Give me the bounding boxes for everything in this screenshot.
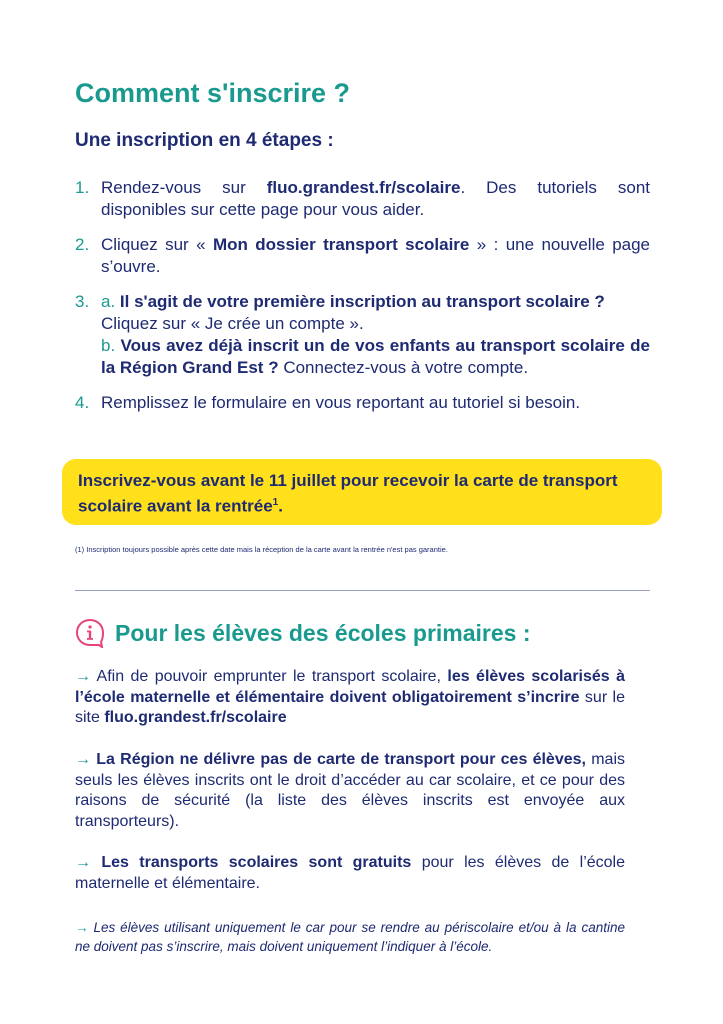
- highlight-text: Inscrivez-vous: [78, 471, 201, 490]
- step-number: 2.: [75, 235, 90, 254]
- step-1: [75, 177, 650, 221]
- step-text: Remplissez le formulaire en vous reportant au tutoriel si besoin.: [101, 393, 581, 412]
- deadline-date: avant le 11 juillet: [200, 471, 336, 490]
- arrow-icon: →: [75, 668, 91, 685]
- steps-list: [75, 177, 650, 427]
- step-text: Cliquez sur « Je crée un compte ».: [101, 314, 364, 333]
- step-text: » : une nouvelle page s’ouvre.: [101, 235, 651, 276]
- section-title: Pour les élèves des écoles primaires :: [115, 619, 531, 646]
- para-bold: les élèves scolarisés à l’école maternelle et élémentaire doivent obligatoirement s’incrire: [75, 668, 625, 706]
- substep-label: a.: [101, 292, 116, 311]
- page-subtitle: Une inscription en 4 étapes :: [75, 130, 334, 151]
- arrow-icon: →: [75, 854, 91, 871]
- step-text: Rendez-vous sur: [101, 178, 267, 197]
- step-text: . Des tutoriels sont disponibles sur cette page pour vous aider.: [101, 178, 651, 219]
- para-text: Afin de pouvoir emprunter le transport scolaire,: [91, 668, 448, 685]
- primary-paragraph-3: [75, 853, 625, 894]
- step-text: Cliquez sur «: [101, 235, 213, 254]
- para-bold: Les transports scolaires sont gratuits: [91, 854, 412, 871]
- arrow-icon: →: [75, 751, 91, 768]
- highlight-text: pour recevoir la carte de transport scolaire avant la rentrée: [78, 471, 618, 516]
- step-bold: Vous avez déjà inscrit un de vos enfants au transport scolaire de la Région Grand Est ?: [101, 336, 650, 377]
- substep-label: b.: [101, 336, 116, 355]
- footnote: (1) Inscription toujours possible après cette date mais la réception de la carte avant la rentrée n'est pas garantie.: [75, 545, 448, 554]
- primary-paragraph-2: [75, 750, 625, 832]
- deadline-highlight-box: [62, 459, 662, 525]
- page-title: Comment s'inscrire ?: [75, 78, 350, 108]
- step-number: 3.: [75, 292, 90, 311]
- step-text: Connectez-vous à votre compte.: [278, 358, 529, 377]
- para-text: mais seuls les élèves inscrits ont le droit d’accéder au car scolaire, et ce pour des raisons de sécurité (la liste des élèves inscrits est envoyée aux transporteurs).: [75, 751, 625, 830]
- info-icon: [75, 618, 105, 648]
- para-text: sur le site: [75, 688, 625, 726]
- para-text: pour les élèves de l’école maternelle et élémentaire.: [75, 854, 626, 892]
- step-number: 1.: [75, 178, 90, 197]
- primary-paragraph-1: [75, 667, 625, 729]
- site-link[interactable]: fluo.grandest.fr/scolaire: [104, 709, 287, 726]
- primary-paragraph-4: [75, 918, 625, 956]
- para-bold: La Région ne délivre pas de carte de transport pour ces élèves,: [91, 751, 586, 768]
- step-bold: Mon dossier transport scolaire: [212, 235, 470, 254]
- footnote-ref: 1: [272, 497, 279, 508]
- highlight-text: .: [278, 496, 283, 516]
- step-4: [75, 392, 650, 414]
- arrow-icon: →: [75, 920, 89, 935]
- step-bold: Il s'agit de votre première inscription au transport scolaire ?: [119, 292, 605, 311]
- divider: [75, 590, 650, 591]
- step-2: [75, 234, 650, 278]
- para-text: Les élèves utilisant uniquement le car pour se rendre au périscolaire et/ou à la cantine ne doivent pas s’inscrire, mais doivent uniquement l’indiquer à l’école.: [75, 920, 625, 954]
- primary-section-header: [75, 618, 531, 648]
- step-number: 4.: [75, 393, 90, 412]
- site-link[interactable]: fluo.grandest.fr/scolaire: [266, 178, 461, 197]
- step-3: [75, 291, 650, 379]
